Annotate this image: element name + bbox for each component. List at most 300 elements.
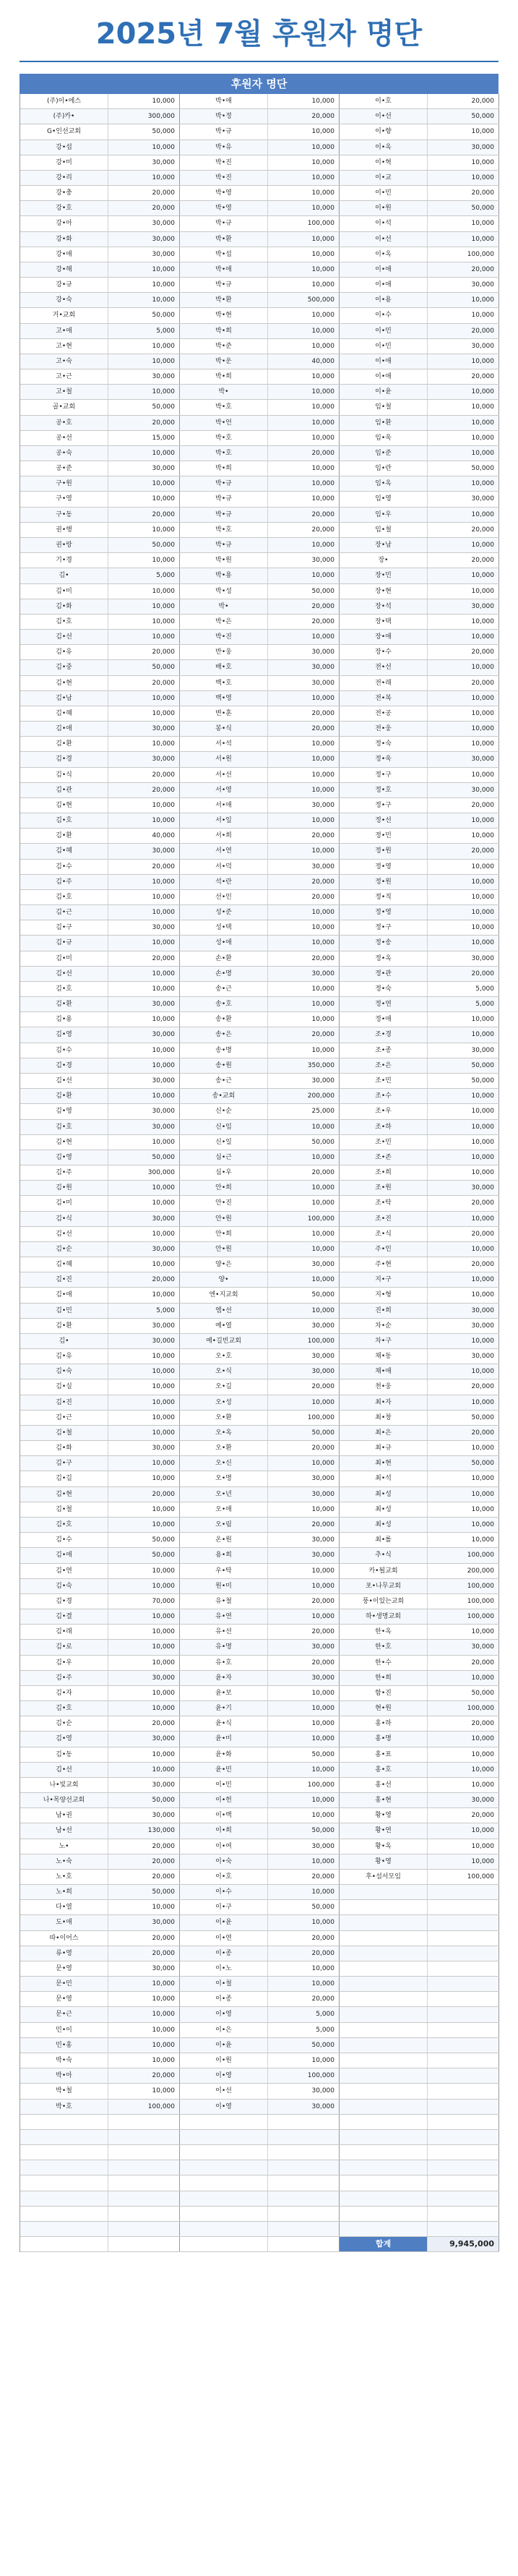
donation-amount: 30,000 — [428, 1043, 499, 1058]
table-row — [20, 768, 180, 783]
donor-name: 박•성 — [180, 584, 268, 599]
donor-name: 이•옥 — [340, 140, 428, 155]
table-row — [340, 615, 499, 630]
donor-name: 박•희 — [180, 324, 268, 338]
donor-name: 봉•식 — [180, 722, 268, 736]
donation-amount: 10,000 — [108, 140, 180, 155]
donation-amount — [428, 2160, 499, 2175]
donor-name: 김•규 — [20, 936, 108, 950]
donation-amount: 10,000 — [108, 1364, 180, 1379]
donor-name: 김•영 — [20, 1150, 108, 1165]
donation-amount: 30,000 — [108, 369, 180, 384]
table-row — [340, 293, 499, 308]
donor-name — [180, 2160, 268, 2175]
donation-amount: 30,000 — [108, 155, 180, 170]
donation-amount: 100,000 — [268, 2068, 340, 2083]
donation-amount: 10,000 — [428, 1625, 499, 1639]
table-row — [180, 2023, 340, 2038]
donor-name: 김•근 — [20, 905, 108, 920]
table-row — [20, 1288, 180, 1303]
donor-name: 임•란 — [340, 461, 428, 476]
donation-amount: 20,000 — [428, 1426, 499, 1440]
donor-name: 손•명 — [180, 967, 268, 981]
table-row — [340, 1349, 499, 1364]
donor-name — [20, 2145, 108, 2160]
donation-amount: 10,000 — [268, 476, 340, 491]
donation-amount: 10,000 — [108, 1379, 180, 1394]
donor-name — [340, 2145, 428, 2160]
table-row — [180, 124, 340, 140]
donor-name: 신•순 — [180, 1104, 268, 1118]
donor-name: 이•교 — [340, 171, 428, 185]
donor-name: 조•경 — [340, 1027, 428, 1042]
table-row — [180, 1227, 340, 1242]
table-row — [340, 1257, 499, 1272]
donation-amount: 10,000 — [428, 691, 499, 706]
donation-amount: 10,000 — [108, 1579, 180, 1593]
donor-name: 임•철 — [340, 523, 428, 537]
donation-amount: 20,000 — [428, 844, 499, 858]
donation-amount: 30,000 — [108, 461, 180, 476]
donor-name: 김•철 — [20, 1426, 108, 1440]
donation-amount: 50,000 — [108, 308, 180, 322]
table-row — [20, 262, 180, 278]
table-row — [20, 1793, 180, 1808]
donation-amount: 50,000 — [268, 1900, 340, 1914]
donor-name: 김•혜 — [20, 1257, 108, 1272]
donor-name — [340, 2068, 428, 2083]
donation-amount: 10,000 — [428, 1242, 499, 1257]
table-row — [340, 553, 499, 568]
donation-amount: 10,000 — [108, 446, 180, 461]
donor-name — [340, 2100, 428, 2114]
table-row — [20, 875, 180, 890]
donation-amount: 100,000 — [108, 2100, 180, 2114]
donation-amount: 10,000 — [428, 1518, 499, 1532]
donor-name: 박•준 — [180, 339, 268, 354]
donation-amount: 30,000 — [108, 1027, 180, 1042]
table-row — [340, 783, 499, 798]
table-row — [180, 951, 340, 967]
donation-amount: 30,000 — [428, 1349, 499, 1364]
table-row — [20, 967, 180, 982]
donor-name: 박•정 — [180, 109, 268, 124]
donor-name — [340, 1900, 428, 1914]
donor-name: 황•영 — [340, 1854, 428, 1869]
donor-name: 김•혜 — [20, 844, 108, 858]
table-row — [180, 875, 340, 890]
donation-amount: 10,000 — [428, 584, 499, 599]
table-row — [340, 155, 499, 171]
donation-amount: 10,000 — [108, 737, 180, 751]
table-row — [20, 1150, 180, 1165]
table-row — [180, 369, 340, 385]
donor-name: 이•애 — [340, 354, 428, 369]
table-row — [180, 354, 340, 369]
table-row — [180, 1471, 340, 1486]
donation-amount: 10,000 — [428, 1120, 499, 1134]
donation-amount: 50,000 — [108, 538, 180, 552]
donation-amount: 10,000 — [428, 1027, 499, 1042]
donation-amount: 10,000 — [108, 1992, 180, 2006]
table-row — [20, 2053, 180, 2068]
donor-name: 김•실 — [20, 1379, 108, 1394]
table-row — [180, 783, 340, 798]
donor-name: 김•화 — [20, 1441, 108, 1455]
table-row — [20, 124, 180, 140]
table-row — [20, 982, 180, 997]
donation-amount: 10,000 — [108, 1012, 180, 1027]
table-row — [340, 1165, 499, 1181]
donation-amount: 10,000 — [428, 1150, 499, 1165]
donor-name: 양• — [180, 1272, 268, 1287]
donor-name: 노•호 — [20, 1870, 108, 1884]
donor-name: 조•하 — [340, 1120, 428, 1134]
donation-amount: 30,000 — [428, 339, 499, 354]
donation-amount — [428, 2053, 499, 2068]
donation-amount: 10,000 — [108, 1502, 180, 1517]
table-row — [340, 94, 499, 109]
donor-name: 박•규 — [180, 538, 268, 552]
donor-name: 송•근 — [180, 982, 268, 996]
table-row — [20, 1227, 180, 1242]
donor-name: 이•호 — [180, 1870, 268, 1884]
donor-name: 김•원 — [20, 1181, 108, 1195]
donor-name: 홍•하 — [340, 1716, 428, 1731]
table-row — [340, 905, 499, 920]
table-row — [180, 630, 340, 645]
donor-name: 김•주 — [20, 875, 108, 889]
donor-name: 김•호 — [20, 982, 108, 996]
table-row — [340, 1823, 499, 1839]
donor-name: 현•원 — [340, 1701, 428, 1716]
table-row — [340, 691, 499, 706]
table-row — [180, 2038, 340, 2053]
donor-name: 추•식 — [340, 1548, 428, 1562]
donation-amount: 30,000 — [108, 1915, 180, 1930]
donation-amount: 30,000 — [108, 1120, 180, 1134]
table-row — [20, 1640, 180, 1655]
donor-name: 김•진 — [20, 1272, 108, 1287]
donation-amount — [108, 2160, 180, 2175]
donation-amount: 10,000 — [268, 1716, 340, 1731]
donor-name: 김•유 — [20, 1349, 108, 1364]
donation-amount: 10,000 — [268, 1502, 340, 1517]
donor-name: 유•호 — [180, 1656, 268, 1670]
donation-amount: 10,000 — [268, 400, 340, 414]
donation-amount: 10,000 — [108, 2038, 180, 2053]
table-row — [20, 1364, 180, 1379]
table-row — [20, 201, 180, 216]
donation-amount: 10,000 — [108, 630, 180, 644]
donation-amount: 30,000 — [268, 1640, 340, 1654]
donor-name: 예•길빈교회 — [180, 1334, 268, 1348]
donation-amount: 10,000 — [268, 461, 340, 476]
donor-name: 오•년 — [180, 1487, 268, 1502]
donation-amount: 20,000 — [108, 2068, 180, 2083]
table-row — [180, 232, 340, 247]
donor-name: 김•진 — [20, 1395, 108, 1410]
donor-name: 김•수 — [20, 1043, 108, 1058]
donation-amount: 10,000 — [108, 967, 180, 981]
donation-amount: 20,000 — [268, 615, 340, 629]
donor-name: 이•민 — [180, 1778, 268, 1792]
donation-amount: 10,000 — [108, 1518, 180, 1532]
table-row — [180, 1012, 340, 1027]
donor-name — [340, 2115, 428, 2129]
table-row — [340, 262, 499, 278]
donation-amount: 100,000 — [268, 216, 340, 231]
table-row — [340, 1839, 499, 1854]
donation-amount — [428, 1992, 499, 2006]
donation-amount: 10,000 — [108, 1625, 180, 1639]
donation-amount: 10,000 — [268, 1120, 340, 1134]
table-row — [340, 1900, 499, 1915]
table-row — [340, 982, 499, 997]
table-row — [180, 2007, 340, 2022]
donor-name: 김•호 — [20, 890, 108, 904]
donation-amount: 10,000 — [108, 1135, 180, 1150]
donor-name: 정•송 — [340, 936, 428, 950]
donation-amount: 10,000 — [268, 416, 340, 430]
donor-name — [340, 2007, 428, 2021]
table-row — [180, 2207, 340, 2222]
table-row — [180, 508, 340, 523]
donation-amount: 10,000 — [108, 1349, 180, 1364]
donation-amount: 10,000 — [108, 171, 180, 185]
donation-amount: 10,000 — [428, 1839, 499, 1854]
donor-name: 차•순 — [340, 1319, 428, 1333]
donor-name: 김•미 — [20, 951, 108, 966]
table-row — [340, 232, 499, 247]
donation-amount: 10,000 — [268, 1915, 340, 1930]
table-row — [20, 446, 180, 461]
donor-name: 전•공 — [340, 706, 428, 721]
donor-name: 윤•민 — [180, 1763, 268, 1777]
table-row — [180, 1946, 340, 1961]
donor-name: 김•주 — [20, 1165, 108, 1180]
table-row — [20, 1395, 180, 1411]
donor-name — [340, 1946, 428, 1961]
donor-name: 박•영 — [180, 201, 268, 215]
table-row — [20, 1165, 180, 1181]
table-row — [340, 523, 499, 538]
donor-name: 이•선 — [180, 2084, 268, 2098]
donor-name: 김•환 — [20, 829, 108, 843]
donor-name: 박•유 — [180, 140, 268, 155]
donation-amount: 5,000 — [108, 324, 180, 338]
donation-amount: 10,000 — [428, 416, 499, 430]
table-row — [180, 1977, 340, 1992]
donation-amount: 30,000 — [108, 1778, 180, 1792]
donation-amount: 30,000 — [428, 783, 499, 797]
donation-amount: 10,000 — [268, 94, 340, 108]
donor-name: 문•영 — [20, 1992, 108, 2006]
table-row — [20, 844, 180, 859]
donor-name: 박•규 — [180, 278, 268, 292]
donor-name: 한•옥 — [340, 1625, 428, 1639]
donation-amount — [428, 2207, 499, 2221]
donation-amount: 10,000 — [108, 339, 180, 354]
table-row — [180, 2084, 340, 2099]
donor-name: 이•연 — [180, 1931, 268, 1946]
donor-name: 서•영 — [180, 783, 268, 797]
table-row — [20, 2175, 180, 2191]
donor-name: 김•환 — [20, 997, 108, 1011]
donation-amount: 10,000 — [108, 553, 180, 568]
donation-amount — [428, 2145, 499, 2160]
donor-name: 장•애 — [340, 630, 428, 644]
table-row — [340, 860, 499, 875]
table-row — [20, 2130, 180, 2145]
donation-amount — [428, 2222, 499, 2236]
donor-name: 석•란 — [180, 875, 268, 889]
table-row — [20, 140, 180, 155]
donor-name: 이•윤 — [340, 385, 428, 399]
table-row — [20, 2068, 180, 2084]
table-row — [180, 2175, 340, 2191]
table-row — [340, 1992, 499, 2007]
donation-amount: 30,000 — [268, 1364, 340, 1379]
table-row — [180, 1212, 340, 1227]
table-row — [180, 523, 340, 538]
donation-amount: 30,000 — [108, 1334, 180, 1348]
table-row — [20, 1885, 180, 1900]
table-row — [20, 2023, 180, 2038]
table-row — [20, 1456, 180, 1471]
table-row — [20, 1594, 180, 1609]
donor-name: 송•호 — [180, 997, 268, 1011]
table-row — [340, 920, 499, 936]
donation-amount: 30,000 — [428, 1181, 499, 1195]
donation-amount: 20,000 — [428, 645, 499, 659]
donation-amount: 10,000 — [108, 1058, 180, 1073]
donor-name: 문•근 — [20, 2007, 108, 2021]
donation-amount: 10,000 — [428, 1288, 499, 1302]
table-row — [340, 1456, 499, 1471]
donor-name — [20, 2175, 108, 2190]
table-row — [180, 676, 340, 691]
donation-amount: 200,000 — [428, 1564, 499, 1578]
table-row — [180, 2068, 340, 2084]
donor-name — [20, 2115, 108, 2129]
table-row — [340, 829, 499, 844]
donation-amount — [428, 1946, 499, 1961]
donation-amount: 30,000 — [268, 1839, 340, 1854]
donation-amount: 10,000 — [428, 920, 499, 935]
donation-amount: 100,000 — [268, 1411, 340, 1425]
donor-name: 후•섬서모임 — [340, 1870, 428, 1884]
table-row — [180, 1900, 340, 1915]
table-row — [20, 1212, 180, 1227]
donor-name: 송•환 — [180, 1012, 268, 1027]
donation-amount: 100,000 — [428, 1579, 499, 1593]
table-row — [20, 599, 180, 615]
table-row — [20, 523, 180, 538]
donor-name: 구•영 — [20, 492, 108, 506]
donation-amount — [268, 2175, 340, 2190]
donation-amount: 20,000 — [428, 1257, 499, 1272]
donor-name: 우•탁 — [180, 1564, 268, 1578]
table-row — [340, 768, 499, 783]
table-row — [20, 1579, 180, 1594]
table-row — [340, 2084, 499, 2099]
donation-amount: 30,000 — [428, 1319, 499, 1333]
donor-name: 전•래 — [340, 676, 428, 690]
donation-amount: 10,000 — [108, 2084, 180, 2098]
table-row — [340, 1012, 499, 1027]
donation-amount: 10,000 — [428, 1763, 499, 1777]
table-row — [340, 1502, 499, 1518]
table-row — [20, 890, 180, 905]
donation-amount: 5,000 — [428, 997, 499, 1011]
table-row — [340, 951, 499, 967]
donation-amount: 10,000 — [108, 599, 180, 614]
donor-name: 황•옥 — [340, 1839, 428, 1854]
donor-name: 윤•미 — [180, 1732, 268, 1746]
donation-amount — [108, 2115, 180, 2129]
donation-amount: 20,000 — [428, 324, 499, 338]
table-row — [180, 140, 340, 155]
donation-amount: 10,000 — [268, 1579, 340, 1593]
donation-amount: 10,000 — [428, 890, 499, 904]
donation-amount: 30,000 — [108, 997, 180, 1011]
donor-name: 박•철 — [20, 2084, 108, 2098]
table-row — [180, 461, 340, 476]
donor-name: 김•호 — [20, 1701, 108, 1716]
donor-name: 임•욱 — [340, 431, 428, 445]
donation-amount: 10,000 — [108, 1763, 180, 1777]
donor-name: 김•경 — [20, 1058, 108, 1073]
donor-name: 이•수 — [180, 1885, 268, 1899]
table-row — [180, 967, 340, 982]
donor-name: 구•동 — [20, 508, 108, 522]
donor-name: 김•식 — [20, 768, 108, 782]
donor-name: 김•수 — [20, 860, 108, 874]
donation-amount: 10,000 — [428, 1135, 499, 1150]
donor-name — [180, 2145, 268, 2160]
donor-name: 유•연 — [180, 1609, 268, 1624]
donation-amount: 20,000 — [428, 1196, 499, 1210]
donation-amount: 10,000 — [108, 476, 180, 491]
donor-name: 이•노 — [180, 1961, 268, 1976]
donor-name: 김• — [20, 1334, 108, 1348]
donation-amount: 20,000 — [108, 186, 180, 200]
table-row — [180, 860, 340, 875]
donation-amount: 100,000 — [268, 1212, 340, 1226]
donation-amount: 10,000 — [108, 1701, 180, 1716]
donor-name: 정•영 — [340, 905, 428, 920]
table-row — [340, 1548, 499, 1563]
donor-name: 고•애 — [20, 324, 108, 338]
table-row — [20, 1992, 180, 2007]
donation-amount: 30,000 — [268, 2084, 340, 2098]
donation-amount: 20,000 — [268, 1165, 340, 1180]
table-row — [340, 1946, 499, 1961]
donor-name: 포•나무교회 — [340, 1579, 428, 1593]
donation-amount: 10,000 — [428, 1471, 499, 1486]
donor-name: 박•현 — [180, 308, 268, 322]
table-row — [180, 1716, 340, 1732]
donor-name: 지•구 — [340, 1272, 428, 1287]
donation-amount: 20,000 — [108, 645, 180, 659]
table-row — [340, 1625, 499, 1640]
donation-amount: 10,000 — [268, 186, 340, 200]
table-row — [20, 385, 180, 400]
donor-name: 송•명 — [180, 1043, 268, 1058]
donation-amount: 20,000 — [428, 1379, 499, 1394]
donor-name: 조•존 — [340, 1150, 428, 1165]
